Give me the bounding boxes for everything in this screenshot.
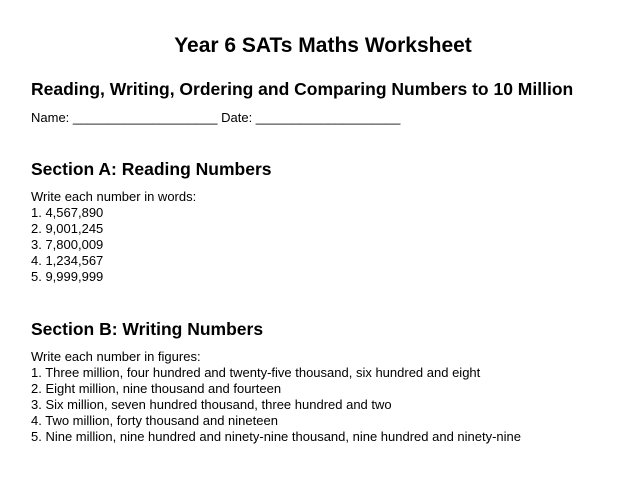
section-a-heading: Section A: Reading Numbers [31, 159, 272, 179]
section-b-instruction: Write each number in figures: [31, 349, 201, 364]
list-item: 1. 4,567,890 [31, 205, 104, 220]
list-item: 4. Two million, forty thousand and nineteen [31, 413, 278, 428]
worksheet-subtitle: Reading, Writing, Ordering and Comparing Numbers to 10 Million [31, 79, 574, 99]
worksheet-title: Year 6 SATs Maths Worksheet [174, 34, 472, 57]
list-item: 3. Six million, seven hundred thousand, three hundred and two [31, 397, 392, 412]
name-date-line: Name: ____________________ Date: ____________________ [31, 110, 401, 125]
list-item: 5. 9,999,999 [31, 269, 104, 284]
section-a-content [31, 189, 196, 285]
section-a-instruction: Write each number in words: [31, 189, 197, 204]
list-item: 4. 1,234,567 [31, 253, 104, 268]
list-item: 1. Three million, four hundred and twenty-five thousand, six hundred and eight [31, 365, 481, 380]
list-item: 2. 9,001,245 [31, 221, 104, 236]
section-b-heading: Section B: Writing Numbers [31, 319, 264, 339]
list-item: 5. Nine million, nine hundred and ninety-nine thousand, nine hundred and ninety-nine [31, 429, 522, 444]
section-b-content [31, 349, 521, 445]
list-item: 3. 7,800,009 [31, 237, 104, 252]
list-item: 2. Eight million, nine thousand and fourteen [31, 381, 282, 396]
